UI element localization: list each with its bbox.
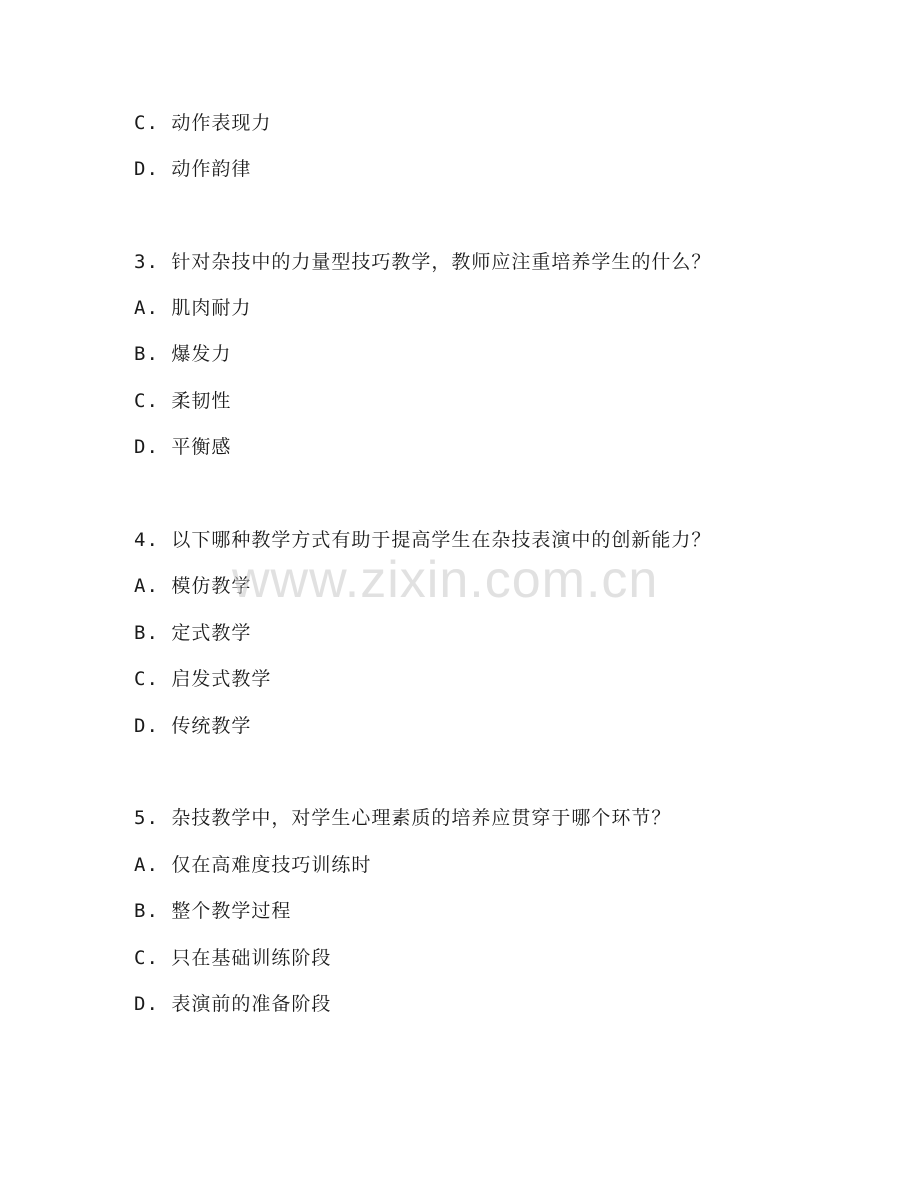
option-q2-c: C. 动作表现力 [134, 112, 272, 134]
question-5-prompt: 5. 杂技教学中，对学生心理素质的培养应贯穿于哪个环节？ [134, 807, 672, 829]
option-q3-b: B. 爆发力 [134, 343, 232, 365]
option-q5-d: D. 表演前的准备阶段 [134, 993, 332, 1015]
option-q3-a: A. 肌肉耐力 [134, 297, 252, 319]
option-q3-c: C. 柔韧性 [134, 390, 232, 412]
question-4-prompt: 4. 以下哪种教学方式有助于提高学生在杂技表演中的创新能力？ [134, 529, 712, 551]
option-q4-b: B. 定式教学 [134, 622, 252, 644]
option-q5-a: A. 仅在高难度技巧训练时 [134, 854, 372, 876]
question-3-prompt: 3. 针对杂技中的力量型技巧教学，教师应注重培养学生的什么？ [134, 251, 712, 273]
option-q5-c: C. 只在基础训练阶段 [134, 947, 332, 969]
option-q4-a: A. 模仿教学 [134, 575, 252, 597]
option-q3-d: D. 平衡感 [134, 436, 232, 458]
option-q4-d: D. 传统教学 [134, 715, 252, 737]
option-q4-c: C. 启发式教学 [134, 668, 272, 690]
watermark: www.zixin.com.cn [232, 551, 659, 609]
option-q2-d: D. 动作韵律 [134, 158, 252, 180]
option-q5-b: B. 整个教学过程 [134, 900, 292, 922]
